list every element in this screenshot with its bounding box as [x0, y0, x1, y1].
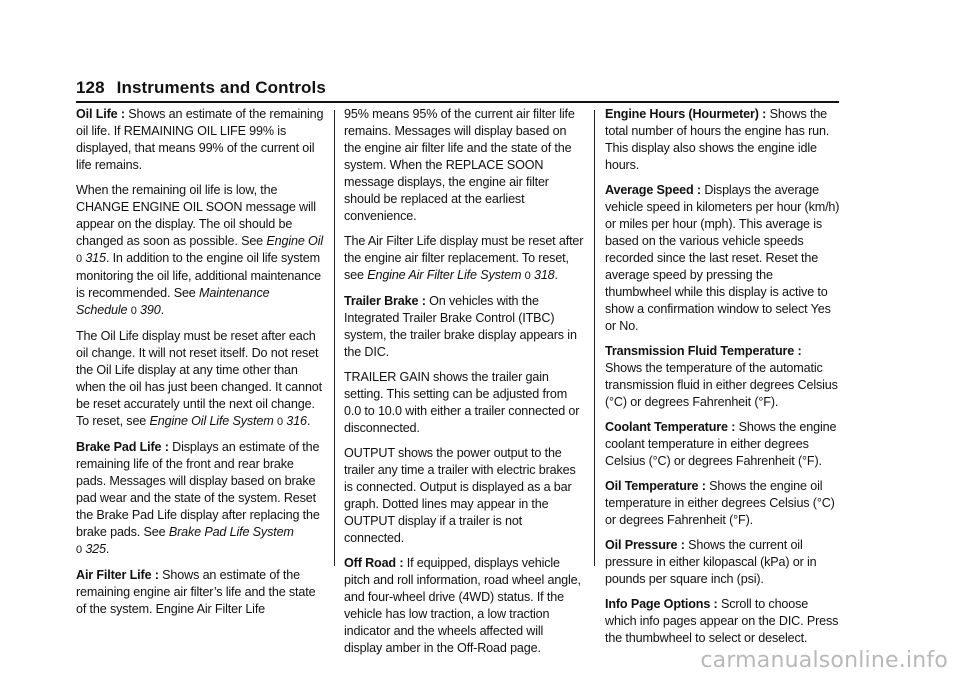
engine-hours-term: Engine Hours (Hourmeter) : — [605, 107, 767, 121]
engine-hours-paragraph — [605, 106, 841, 174]
brake-pad-life-system-link[interactable]: Brake Pad Life System — [168, 525, 294, 539]
paragraph-text: Displays an estimate of the remaining life of the front and rear brake pads. Messages will display based on brake pad wear and the state of the system. Reset the Brake Pad Life display after replacing the brake pads. See — [76, 440, 320, 539]
paragraph-text: . — [160, 303, 164, 317]
engine-oil-life-system-link[interactable]: Engine Oil Life System — [149, 414, 274, 428]
oil-life-text: Shows an estimate of the remaining oil life. If REMAINING OIL LIFE 99% is displayed, that means 99% of the current oil life remains. — [76, 107, 324, 172]
engine-oil-link[interactable]: Engine Oil — [266, 234, 323, 248]
oil-life-paragraph — [76, 106, 324, 174]
column-1 — [76, 106, 324, 626]
transmission-temp-term: Transmission Fluid Temperature : — [605, 344, 802, 358]
paragraph-text: Shows the current oil pressure in either kilopascal (kPa) or in pounds per square inch (psi). — [605, 538, 817, 586]
air-filter-paragraph — [76, 567, 324, 618]
page-reference-icon: 0 — [130, 305, 137, 317]
paragraph-text: When the remaining oil life is low, the CHANGE ENGINE OIL SOON message will appear on the display. The oil should be changed as soon as possible. See — [76, 183, 316, 248]
paragraph-text: . In addition to the engine oil life system monitoring the oil life, additional maintenance is recommended. See — [76, 251, 321, 300]
page-reference-icon: 0 — [76, 253, 82, 265]
trailer-brake-term: Trailer Brake : — [344, 294, 426, 308]
engine-air-filter-life-system-link[interactable]: Engine Air Filter Life System — [367, 268, 522, 282]
paragraph-text: On vehicles with the Integrated Trailer Brake Control (ITBC) system, the trailer brake display appears in the DIC. — [344, 294, 577, 359]
paragraph-text: Shows the total number of hours the engine has run. This display also shows the engine idle hours. — [605, 107, 830, 172]
page-reference[interactable]: 390 — [140, 303, 161, 317]
watermark: carmanualsonline.info — [700, 648, 948, 673]
page-reference[interactable]: 315 — [85, 251, 106, 265]
oil-temp-paragraph — [605, 478, 841, 529]
air-filter-reset-paragraph — [344, 233, 584, 285]
maintenance-schedule-link[interactable]: Maintenance Schedule — [76, 286, 270, 317]
paragraph-text: Shows an estimate of the remaining engine air filter’s life and the state of the system. Engine Air Filter Life — [76, 568, 316, 616]
page-reference[interactable]: 316 — [286, 414, 307, 428]
paragraph-text: The Air Filter Life display must be reset after the engine air filter replacement. To reset, see — [344, 234, 584, 282]
paragraph-text: Scroll to choose which info pages appear on the DIC. Press the thumbwheel to select or deselect. — [605, 597, 839, 645]
page-reference[interactable]: 318 — [533, 268, 555, 282]
oil-pressure-term: Oil Pressure : — [605, 538, 685, 552]
column-divider — [334, 110, 335, 566]
coolant-temp-paragraph — [605, 419, 841, 470]
paragraph-text: If equipped, displays vehicle pitch and roll information, road wheel angle, and four-wheel drive (4WD) status. If the vehicle has low traction, a low traction indicator and the wheels affected will display amber in the Off-Road page. — [344, 556, 581, 655]
off-road-paragraph — [344, 555, 584, 657]
average-speed-term: Average Speed : — [605, 183, 701, 197]
air-filter-term: Air Filter Life : — [76, 568, 159, 582]
column-2 — [344, 106, 584, 665]
coolant-temp-term: Coolant Temperature : — [605, 420, 736, 434]
paragraph-text: The Oil Life display must be reset after each oil change. It will not reset itself. Do not reset the Oil Life display at any time other than when the oil has just been changed. It cannot be reset accurately until the next oil change. To reset, see — [76, 329, 323, 428]
air-filter-continued-paragraph: 95% means 95% of the current air filter life remains. Messages will display based on the engine air filter life and the state of the system. When the REPLACE SOON message displays, the engine air filter should be replaced at the earliest convenience. — [344, 107, 575, 223]
page-reference[interactable]: 325 — [85, 542, 106, 556]
paragraph-text: . — [105, 542, 110, 556]
paragraph-text: . — [554, 268, 558, 282]
transmission-temp-paragraph — [605, 343, 841, 411]
oil-reset-paragraph — [76, 328, 324, 431]
oil-temp-term: Oil Temperature : — [605, 479, 706, 493]
oil-life-term: Oil Life : — [76, 107, 125, 121]
header-rule — [76, 101, 839, 103]
column-divider — [594, 110, 595, 566]
output-paragraph: OUTPUT shows the power output to the trailer any time a trailer with electric brakes is connected. Output is displayed as a bar graph. Dotted lines may appear in the OUTPUT display if a trailer is not connected. — [344, 446, 576, 545]
oil-low-paragraph — [76, 182, 324, 320]
brake-pad-paragraph — [76, 439, 324, 559]
paragraph-text: Shows the engine oil temperature in either degrees Celsius (°C) or degrees Fahrenheit (°F). — [605, 479, 835, 527]
info-page-options-term: Info Page Options : — [605, 597, 718, 611]
average-speed-paragraph — [605, 182, 841, 335]
section-title: Instruments and Controls — [116, 78, 326, 97]
info-page-options-paragraph — [605, 596, 841, 647]
brake-pad-term: Brake Pad Life : — [76, 440, 169, 454]
paragraph-text: Shows the engine coolant temperature in either degrees Celsius (°C) or degrees Fahrenheit (°F). — [605, 420, 837, 468]
column-3 — [605, 106, 841, 655]
trailer-brake-paragraph — [344, 293, 584, 361]
paragraph-text: . — [306, 414, 311, 428]
page-reference-icon: 0 — [524, 270, 531, 282]
page-number: 128 — [76, 78, 105, 97]
trailer-gain-paragraph: TRAILER GAIN shows the trailer gain setting. This setting can be adjusted from 0.0 to 10.0 with either a trailer connected or disconnected. — [344, 370, 580, 435]
page-header — [76, 78, 326, 98]
paragraph-text: Displays the average vehicle speed in kilometers per hour (km/h) or miles per hour (mph). This average is based on the various vehicle speeds recorded since the last reset. Reset the average speed by pressing the thumbwheel while this display is active to show a confirmation window to select Yes or No. — [605, 183, 840, 333]
off-road-term: Off Road : — [344, 556, 404, 570]
page-reference-icon: 0 — [276, 416, 283, 428]
page-reference-icon: 0 — [76, 544, 82, 556]
oil-pressure-paragraph — [605, 537, 841, 588]
paragraph-text: Shows the temperature of the automatic transmission fluid in either degrees Celsius (°C) or degrees Fahrenheit (°F). — [605, 361, 838, 409]
